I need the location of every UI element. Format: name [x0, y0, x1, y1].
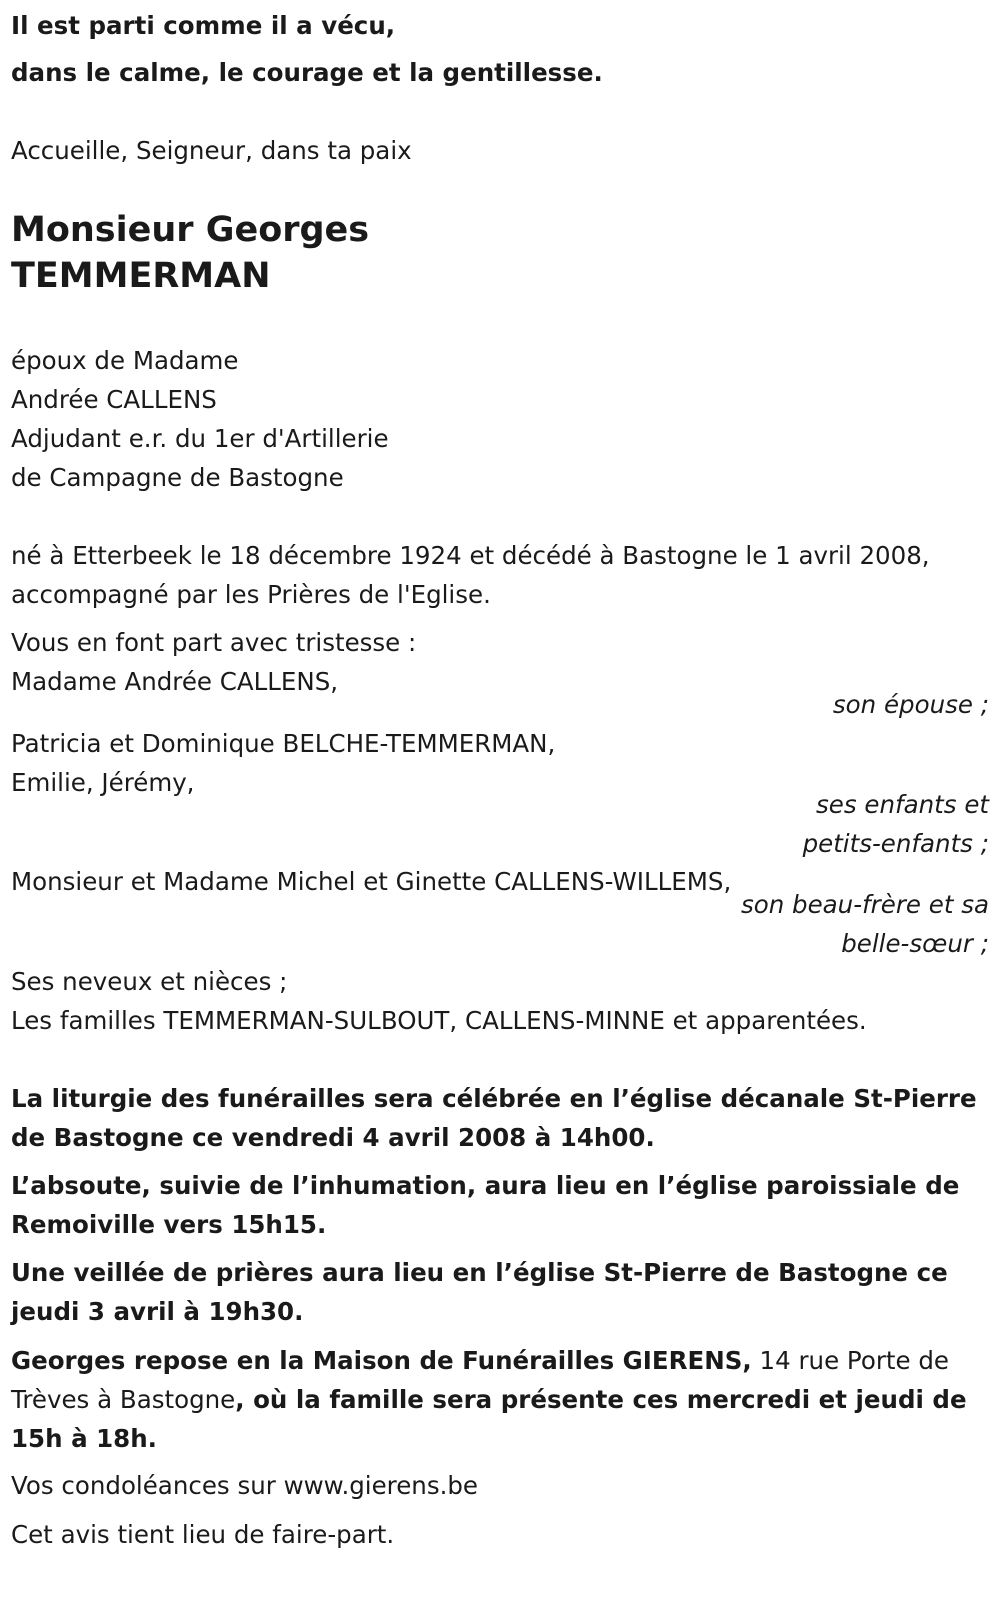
announce-line: Vous en font part avec tristesse :: [11, 628, 417, 657]
deceased-name-line-2: TEMMERMAN: [11, 256, 271, 296]
absoute-line-2: Remoiville vers 15h15.: [11, 1210, 327, 1239]
birth-death-line-2: accompagné par les Prières de l'Eglise.: [11, 580, 491, 609]
inlaws-role-1: son beau-frère et sa: [740, 890, 989, 919]
spouse-role: son épouse ;: [832, 690, 989, 719]
rest-normal-2: Trèves à Bastogne: [11, 1385, 236, 1414]
liturgy-line-2: de Bastogne ce vendredi 4 avril 2008 à 14h00.: [11, 1123, 655, 1152]
vigil-line-1: Une veillée de prières aura lieu en l’église St-Pierre de Bastogne ce: [11, 1258, 948, 1287]
families-line: Les familles TEMMERMAN-SULBOUT, CALLENS-MINNE et apparentées.: [11, 1006, 867, 1035]
spouse-name: Madame Andrée CALLENS,: [11, 667, 339, 696]
nephews-line: Ses neveux et nièces ;: [11, 967, 288, 996]
inlaws-role-2: belle-sœur ;: [841, 929, 989, 958]
liturgy-line-1: La liturgie des funérailles sera célébrée en l’église décanale St-Pierre: [11, 1084, 977, 1113]
rest-line-3: 15h à 18h.: [11, 1424, 157, 1453]
prayer-line: Accueille, Seigneur, dans ta paix: [11, 136, 412, 165]
notice-line: Cet avis tient lieu de faire-part.: [11, 1520, 395, 1549]
inlaws-name: Monsieur et Madame Michel et Ginette CALLENS-WILLEMS,: [11, 867, 732, 896]
absoute-line-1: L’absoute, suivie de l’inhumation, aura lieu en l’église paroissiale de: [11, 1171, 960, 1200]
bio-line-1: époux de Madame: [11, 346, 239, 375]
children-line-2: Emilie, Jérémy,: [11, 768, 195, 797]
children-role-2: petits-enfants ;: [802, 829, 989, 858]
epigraph-line-1: Il est parti comme il a vécu,: [11, 11, 396, 40]
rest-bold-1: Georges repose en la Maison de Funérailles GIERENS,: [11, 1346, 752, 1375]
bio-line-2: Andrée CALLENS: [11, 385, 217, 414]
epigraph-line-2: dans le calme, le courage et la gentillesse.: [11, 58, 603, 87]
children-role-1: ses enfants et: [816, 790, 989, 819]
rest-bold-2: , où la famille sera présente ces mercredi et jeudi de: [235, 1385, 967, 1414]
condolences-line: Vos condoléances sur www.gierens.be: [11, 1471, 478, 1500]
bio-line-4: de Campagne de Bastogne: [11, 463, 344, 492]
vigil-line-2: jeudi 3 avril à 19h30.: [11, 1297, 304, 1326]
rest-line-1: [11, 1341, 949, 1381]
rest-line-2: [11, 1380, 967, 1420]
children-line-1: Patricia et Dominique BELCHE-TEMMERMAN,: [11, 729, 556, 758]
rest-normal-1: 14 rue Porte de: [751, 1346, 949, 1375]
deceased-name-line-1: Monsieur Georges: [11, 210, 370, 250]
birth-death-line-1: né à Etterbeek le 18 décembre 1924 et décédé à Bastogne le 1 avril 2008,: [11, 541, 930, 570]
bio-line-3: Adjudant e.r. du 1er d'Artillerie: [11, 424, 389, 453]
